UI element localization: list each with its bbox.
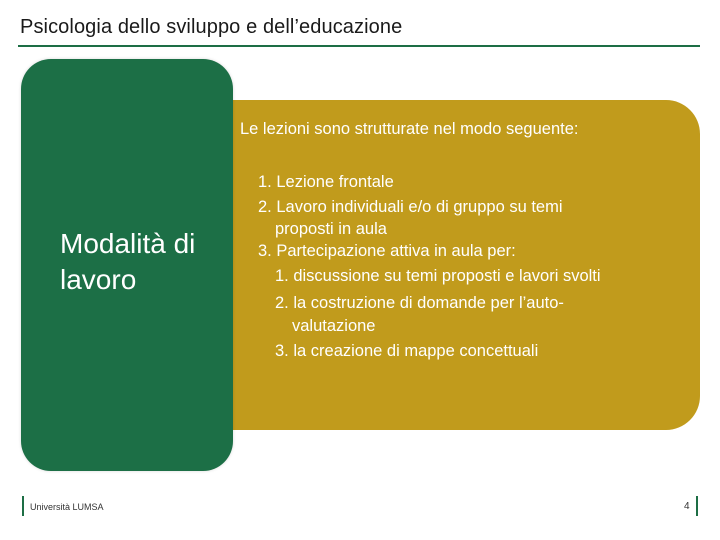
intro-text: Le lezioni sono strutturate nel modo seguente: — [240, 120, 579, 138]
list-item-3: 3. Partecipazione attiva in aula per: — [258, 242, 516, 260]
content-panel — [182, 100, 700, 430]
list-item-2-continued: proposti in aula — [275, 220, 387, 238]
label-panel-text: Modalità di lavoro — [60, 228, 196, 295]
list-item-1: 1. Lezione frontale — [258, 173, 394, 191]
footer-university: Università LUMSA — [30, 502, 104, 512]
footer-right-marker — [696, 496, 698, 516]
sub-item-2-continued: valutazione — [292, 317, 376, 335]
page-number: 4 — [684, 501, 690, 512]
sub-item-2: 2. la costruzione di domande per l’auto- — [275, 294, 564, 312]
sub-item-3: 3. la creazione di mappe concettuali — [275, 342, 539, 360]
sub-item-1: 1. discussione su temi proposti e lavori svolti — [275, 267, 601, 285]
slide-title: Psicologia dello sviluppo e dell’educazione — [20, 16, 403, 38]
footer-left-marker — [22, 496, 24, 516]
title-divider — [18, 45, 700, 47]
list-item-2: 2. Lavoro individuali e/o di gruppo su temi — [258, 198, 563, 216]
